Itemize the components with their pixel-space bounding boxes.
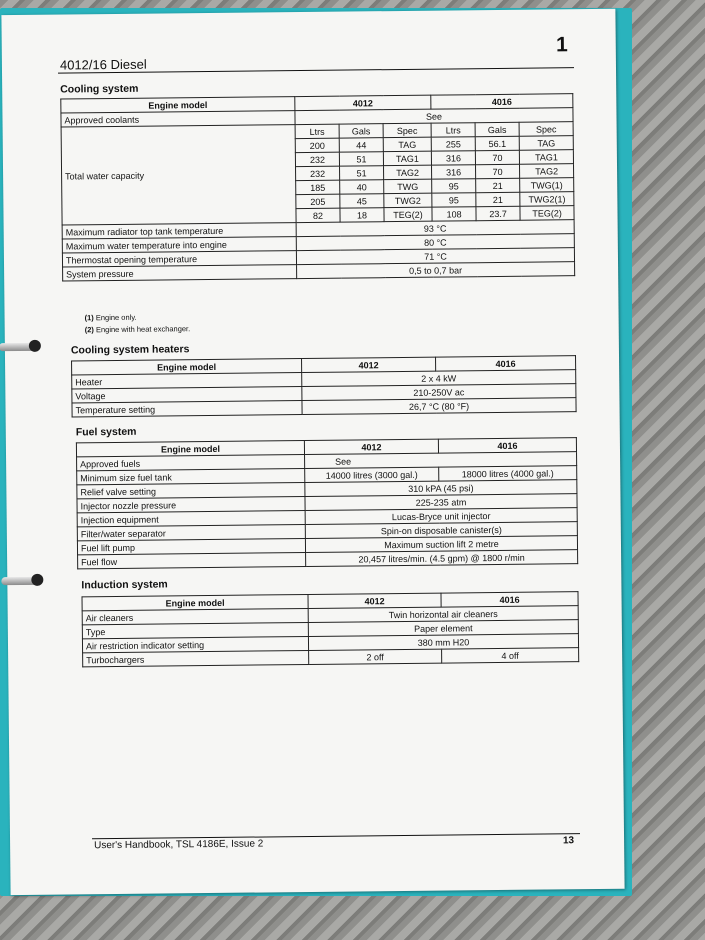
type-label: Type xyxy=(82,622,308,638)
document-page xyxy=(1,9,624,895)
fuel-tank-label: Minimum size fuel tank xyxy=(77,469,305,485)
turbochargers-4012-value: 2 off xyxy=(309,649,442,664)
system-pressure-label: System pressure xyxy=(63,265,297,281)
capacity-cell: 18 xyxy=(340,208,384,222)
capacity-cell: TAG xyxy=(383,137,431,152)
capacity-cell: 316 xyxy=(432,165,476,179)
capacity-cell: TWG2 xyxy=(384,193,432,208)
air-cleaners-label: Air cleaners xyxy=(82,608,308,624)
fuel-flow-value: 20,457 litres/min. (4.5 gpm) @ 1800 r/min xyxy=(306,550,578,567)
model-4012-header: 4012 xyxy=(304,439,438,454)
capacity-cell: TAG2 xyxy=(520,164,574,179)
engine-model-header: Engine model xyxy=(72,359,302,375)
capacity-cell: 70 xyxy=(475,150,519,164)
injection-equipment-value: Lucas-Bryce unit injector xyxy=(305,508,577,525)
approved-coolants-value: See xyxy=(295,108,573,125)
fuel-tank-4012-value: 14000 litres (3000 gal.) xyxy=(305,467,439,482)
injector-pressure-label: Injector nozzle pressure xyxy=(77,497,305,513)
capacity-cell: 95 xyxy=(432,179,476,193)
sub-header-ltrs: Ltrs xyxy=(295,124,339,138)
footer-rule xyxy=(92,833,580,839)
binder-ring-bottom xyxy=(1,577,41,585)
capacity-cell: 316 xyxy=(431,151,475,165)
injector-pressure-value: 225-235 atm xyxy=(305,494,577,511)
capacity-cell: 21 xyxy=(476,178,520,192)
water-into-engine-value: 80 °C xyxy=(296,234,574,251)
total-water-capacity-label: Total water capacity xyxy=(61,125,296,225)
fuel-table xyxy=(76,437,578,569)
heaters-section-title: Cooling system heaters xyxy=(70,343,190,357)
cooling-table xyxy=(60,93,575,281)
fuel-lift-pump-value: Maximum suction lift 2 metre xyxy=(305,536,577,553)
page-number: 13 xyxy=(562,835,575,847)
model-4012-header: 4012 xyxy=(295,95,431,110)
turbochargers-4016-value: 4 off xyxy=(442,648,579,663)
sub-header-spec: Spec xyxy=(383,123,431,138)
air-restriction-value: 380 mm H20 xyxy=(308,634,578,651)
binder-ring-top xyxy=(0,343,39,351)
turbochargers-label: Turbochargers xyxy=(83,650,309,666)
capacity-cell: 51 xyxy=(340,166,384,180)
capacity-cell: TWG(1) xyxy=(520,178,574,193)
type-value: Paper element xyxy=(308,620,578,637)
water-into-engine-label: Maximum water temperature into engine xyxy=(62,237,296,253)
capacity-cell: 200 xyxy=(295,138,339,152)
capacity-cell: 95 xyxy=(432,193,476,207)
fuel-lift-pump-label: Fuel lift pump xyxy=(77,539,305,555)
capacity-cell: 108 xyxy=(432,207,476,221)
system-pressure-value: 0,5 to 0,7 bar xyxy=(297,262,575,279)
model-4012-header: 4012 xyxy=(308,593,441,608)
injection-equipment-label: Injection equipment xyxy=(77,511,305,527)
model-4016-header: 4016 xyxy=(436,356,576,371)
relief-valve-label: Relief valve setting xyxy=(77,483,305,499)
capacity-cell: 44 xyxy=(339,138,383,152)
air-restriction-label: Air restriction indicator setting xyxy=(82,636,308,652)
capacity-cell: TAG2 xyxy=(384,165,432,180)
radiator-temp-label: Maximum radiator top tank temperature xyxy=(62,223,296,239)
fuel-tank-4016-value: 18000 litres (4000 gal.) xyxy=(439,466,577,481)
sub-header-gals: Gals xyxy=(339,124,383,138)
capacity-cell: 232 xyxy=(296,166,340,180)
engine-model-header: Engine model xyxy=(76,441,304,457)
capacity-cell: TAG1 xyxy=(383,151,431,166)
heater-label: Heater xyxy=(72,373,302,389)
temperature-setting-value: 26,7 °C (80 °F) xyxy=(302,398,576,415)
filter-separator-label: Filter/water separator xyxy=(77,525,305,541)
sub-header-spec: Spec xyxy=(519,122,573,137)
capacity-cell: 255 xyxy=(431,137,475,151)
capacity-cell: 21 xyxy=(476,192,520,206)
induction-table xyxy=(81,591,579,667)
fuel-flow-label: Fuel flow xyxy=(78,553,306,569)
footnote-text: Engine only. xyxy=(95,312,137,323)
capacity-cell: 70 xyxy=(476,164,520,178)
capacity-cell: 51 xyxy=(339,152,383,166)
radiator-temp-value: 93 °C xyxy=(296,220,574,237)
capacity-cell: TEG(2) xyxy=(384,207,432,222)
engine-model-header: Engine model xyxy=(82,594,308,610)
fuel-section-title: Fuel system xyxy=(75,425,137,439)
capacity-cell: TEG(2) xyxy=(520,206,574,221)
sub-header-gals: Gals xyxy=(475,122,519,136)
model-4016-header: 4016 xyxy=(431,94,573,109)
chapter-number: 1 xyxy=(555,33,568,57)
capacity-cell: TWG2(1) xyxy=(520,192,574,207)
relief-valve-value: 310 kPA (45 psi) xyxy=(305,480,577,497)
air-cleaners-value: Twin horizontal air cleaners xyxy=(308,606,578,623)
capacity-cell: 205 xyxy=(296,194,340,208)
footnote-text: Engine with heat exchanger. xyxy=(95,324,191,335)
approved-fuels-value: See xyxy=(305,452,577,469)
thermostat-label: Thermostat opening temperature xyxy=(62,251,296,267)
capacity-cell: 232 xyxy=(295,152,339,166)
sub-header-ltrs: Ltrs xyxy=(431,123,475,137)
model-4016-header: 4016 xyxy=(441,592,578,607)
capacity-cell: 185 xyxy=(296,180,340,194)
footnote-marker: (1) xyxy=(84,313,94,323)
capacity-cell: 56.1 xyxy=(475,136,519,150)
capacity-cell: 45 xyxy=(340,194,384,208)
temperature-setting-label: Temperature setting xyxy=(72,401,302,417)
cooling-section-title: Cooling system xyxy=(60,82,139,96)
filter-separator-value: Spin-on disposable canister(s) xyxy=(305,522,577,539)
heater-value: 2 x 4 kW xyxy=(302,370,576,387)
cooling-footnotes xyxy=(85,311,191,336)
document-title: 4012/16 Diesel xyxy=(59,56,147,73)
capacity-cell: 23.7 xyxy=(476,206,520,220)
model-4012-header: 4012 xyxy=(302,357,436,372)
capacity-cell: TAG xyxy=(519,136,573,151)
engine-model-header: Engine model xyxy=(61,97,295,113)
thermostat-value: 71 °C xyxy=(296,248,574,265)
footer-document-reference: User's Handbook, TSL 4186E, Issue 2 xyxy=(94,838,264,852)
voltage-value: 210-250V ac xyxy=(302,384,576,401)
capacity-cell: TAG1 xyxy=(519,150,573,165)
footnote-marker: (2) xyxy=(84,325,94,335)
induction-section-title: Induction system xyxy=(81,578,168,592)
heaters-table xyxy=(71,355,577,417)
capacity-cell: TWG xyxy=(384,179,432,194)
capacity-cell: 40 xyxy=(340,180,384,194)
capacity-cell: 82 xyxy=(296,208,340,222)
voltage-label: Voltage xyxy=(72,387,302,403)
model-4016-header: 4016 xyxy=(438,438,576,453)
approved-coolants-label: Approved coolants xyxy=(61,111,295,127)
approved-fuels-label: Approved fuels xyxy=(77,455,305,471)
